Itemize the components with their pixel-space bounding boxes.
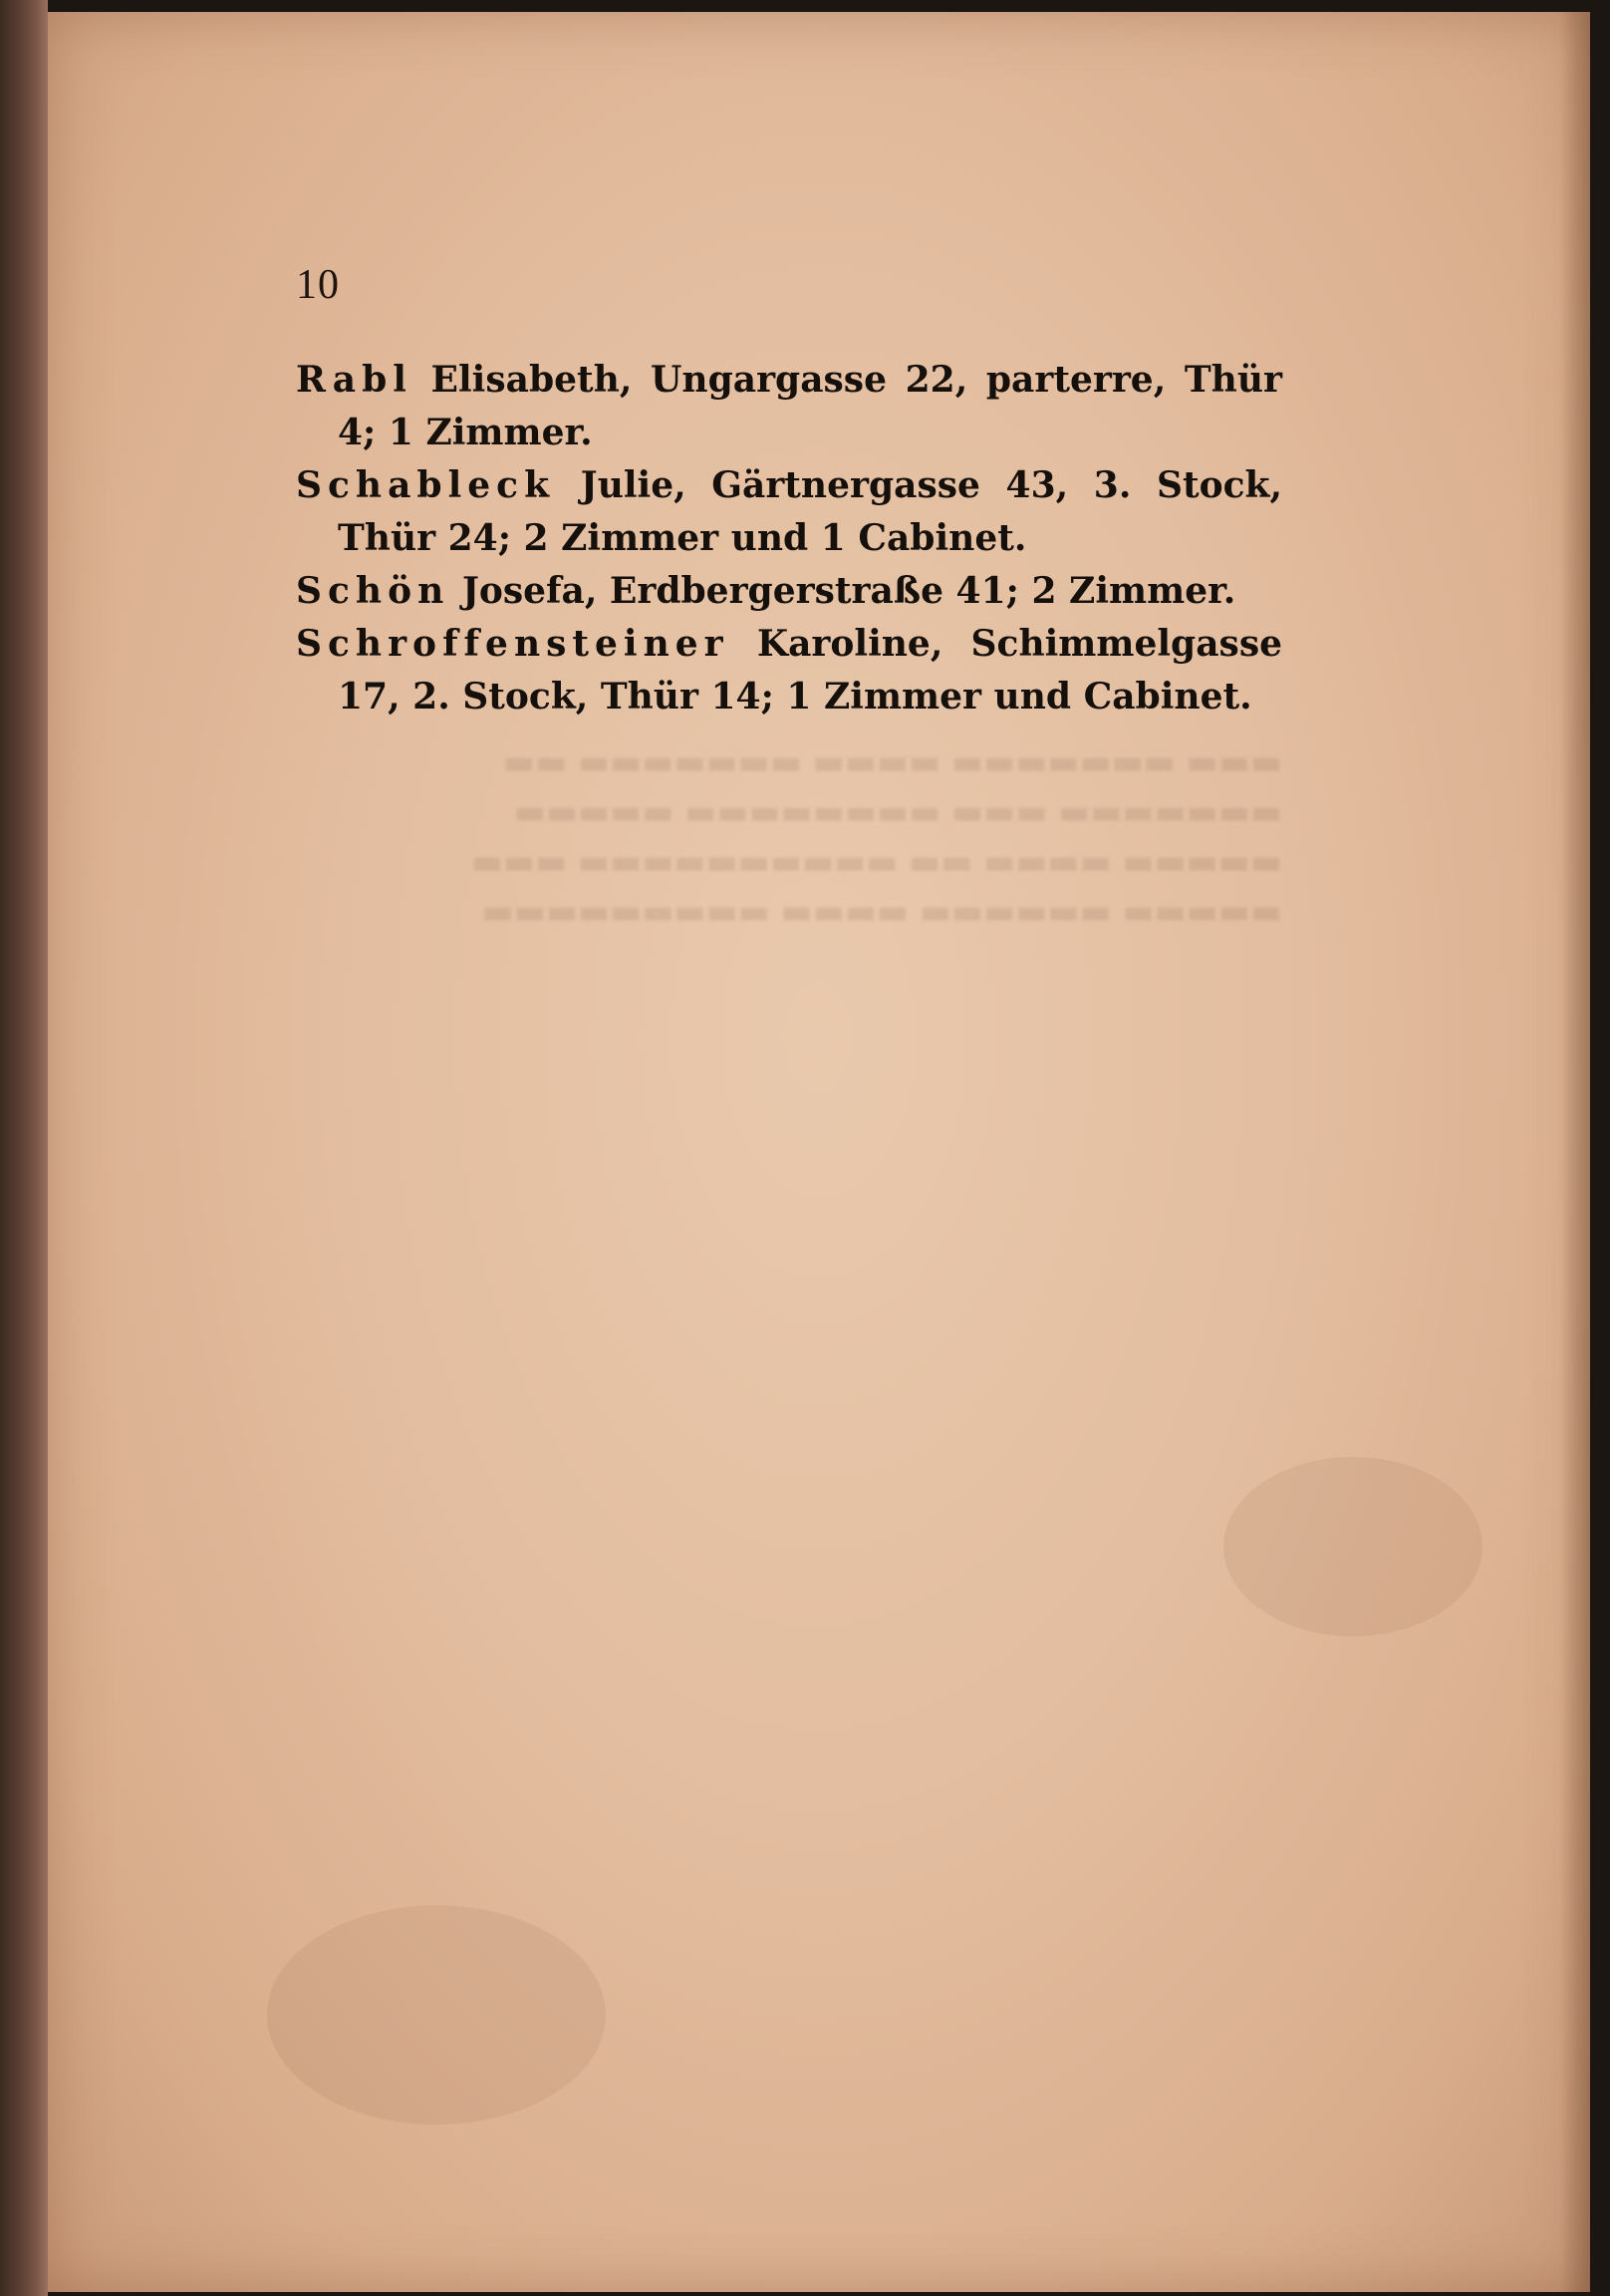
entry-surname: Schroffensteiner (296, 623, 729, 665)
book-spine-edge (0, 0, 48, 2296)
entry-details: Julie, Gärtnergasse 43, 3. Stock, Thür 24; 2 Zimmer und 1 Cabinet. (338, 464, 1282, 559)
show-through-text: ▬▬▬ ▬▬▬▬▬▬▬ ▬▬▬▬ ▬▬▬▬▬▬▬ ▬▬ ▬▬▬▬▬▬▬ ▬▬▬ ▬▬▬▬▬▬▬▬ ▬▬▬▬▬ ▬▬▬▬▬ ▬▬▬▬ ▬▬ ▬▬▬▬▬▬▬▬▬▬ ▬▬▬ ▬▬▬▬▬ ▬▬▬▬▬▬ ▬▬▬▬ ▬▬▬▬▬▬▬▬▬ (470, 742, 1282, 932)
list-entry (296, 354, 1282, 459)
page-number: 10 (296, 262, 340, 308)
paper-stain (1223, 1457, 1482, 1636)
entry-surname: Schön (296, 570, 450, 612)
list-entry (296, 565, 1282, 618)
address-list (296, 354, 1282, 723)
page-right-shadow (1560, 12, 1590, 2292)
entry-surname: Schableck (296, 464, 556, 506)
entry-details: Karoline, Schimmelgasse 17, 2. Stock, Thür 14; 1 Zimmer und Cabinet. (338, 623, 1282, 718)
entry-surname: Rabl (296, 359, 412, 401)
entry-details: Elisabeth, Ungargasse 22, parterre, Thür 4; 1 Zimmer. (338, 359, 1282, 453)
entry-details: Josefa, Erdbergerstraße 41; 2 Zimmer. (449, 570, 1236, 612)
paper-stain (267, 1905, 606, 2125)
list-entry (296, 618, 1282, 723)
list-entry (296, 459, 1282, 565)
